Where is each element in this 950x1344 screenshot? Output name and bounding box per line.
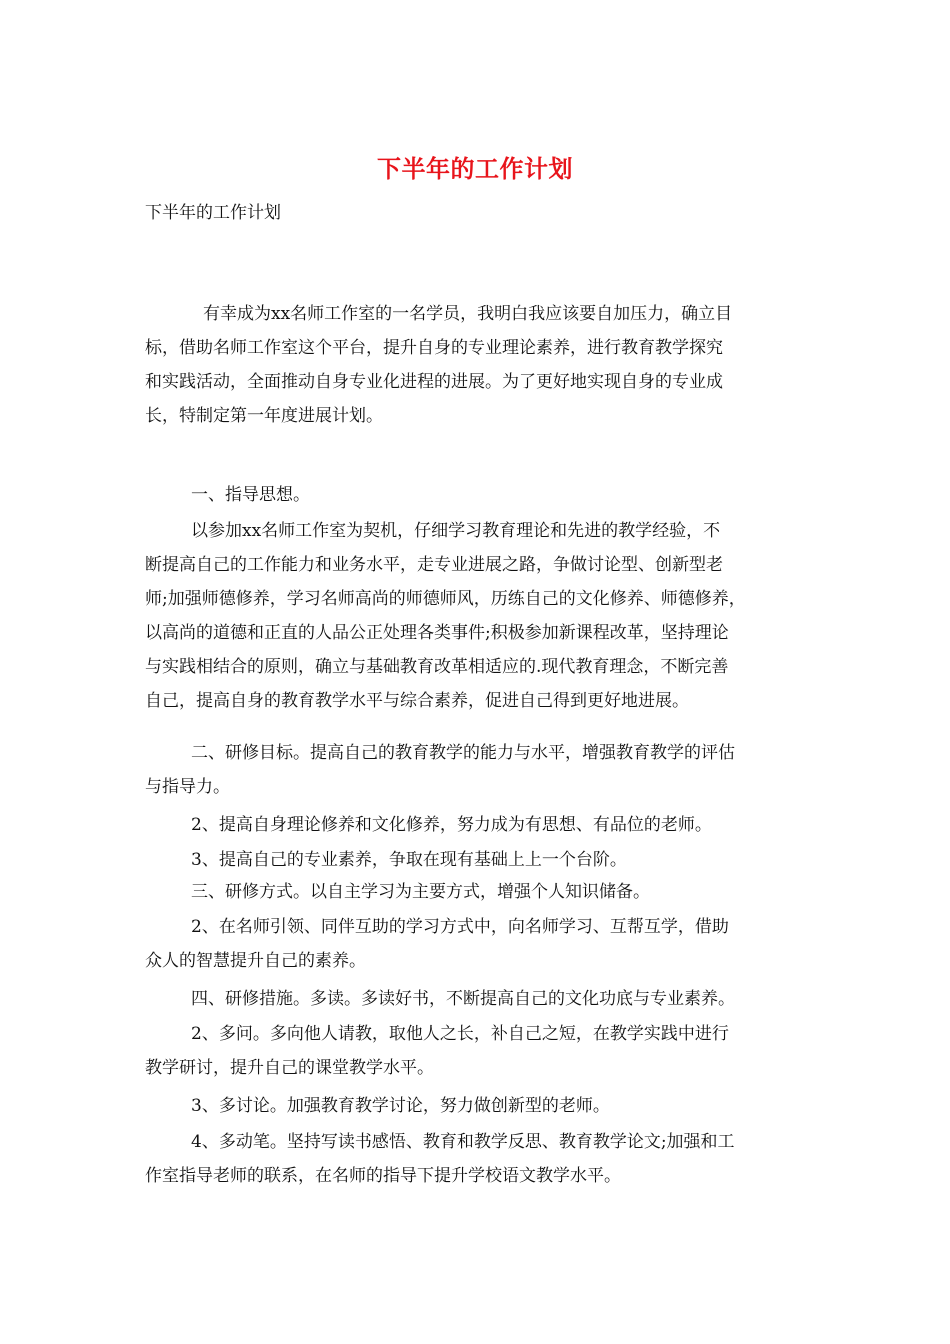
text-line-content: 一、指导思想。 [191,485,310,505]
text-line: 与指导力。 [145,777,230,797]
text-line: 教学研讨，提升自己的课堂教学水平。 [145,1058,434,1078]
section-body-guiding-ideas [145,514,810,718]
text-line: 标，借助名师工作室这个平台，提升自身的专业理论素养，进行教育教学探究 [145,338,723,358]
text-line: 作室指导老师的联系，在名师的指导下提升学校语文教学水平。 [145,1166,621,1186]
text-line-content: 四、研修措施。多读。多读好书，不断提高自己的文化功底与专业素养。 [191,989,735,1009]
goal-item-2 [145,808,810,842]
method-item-2 [145,910,810,978]
text-line: 自己，提高自身的教育教学水平与综合素养，促进自己得到更好地进展。 [145,691,689,711]
text-line [145,808,810,842]
section-goals [145,736,810,804]
text-line: 以高尚的道德和正直的人品公正处理各类事件;积极参加新课程改革，坚持理论 [145,623,729,643]
text-line [145,843,810,877]
text-line: 断提高自己的工作能力和业务水平，走专业进展之路，争做讨论型、创新型老 [145,555,723,575]
text-line-content: 三、研修方式。以自主学习为主要方式，增强个人知识储备。 [191,882,650,902]
text-line-content: 二、研修目标。提高自己的教育教学的能力与水平，增强教育教学的评估 [191,743,735,763]
document-title: 下半年的工作计划 [377,154,573,183]
text-line-content: 3、多讨论。加强教育教学讨论，努力做创新型的老师。 [191,1096,610,1116]
intro-paragraph [145,297,810,433]
text-line: 长，特制定第一年度进展计划。 [145,406,383,426]
text-line [145,736,810,770]
text-line [145,1017,810,1051]
text-line [145,297,810,331]
text-line: 众人的智慧提升自己的素养。 [145,951,366,971]
measure-item-2 [145,1017,810,1085]
document-subtitle: 下半年的工作计划 [145,203,281,223]
measure-item-3 [145,1089,810,1123]
text-line-content: 2、提高自身理论修养和文化修养，努力成为有思想、有品位的老师。 [191,815,712,835]
text-line-content: 4、多动笔。坚持写读书感悟、教育和教学反思、教育教学论文;加强和工 [191,1132,735,1152]
text-line: 和实践活动，全面推动自身专业化进程的进展。为了更好地实现自身的专业成 [145,372,723,392]
text-line-content: 以参加xx名师工作室为契机，仔细学习教育理论和先进的教学经验，不 [191,521,721,541]
section-measures [145,982,810,1016]
text-line [145,1089,810,1123]
text-line-content: 有幸成为xx名师工作室的一名学员，我明白我应该要自加压力，确立目 [203,304,733,324]
text-line [145,982,810,1016]
text-line: 师;加强师德修养，学习名师高尚的师德师风，历练自己的文化修养、师德修养， [145,589,746,609]
goal-item-3 [145,843,810,877]
text-line-content: 3、提高自己的专业素养，争取在现有基础上上一个台阶。 [191,850,627,870]
text-line [145,875,810,909]
measure-item-4 [145,1125,810,1193]
section-methods [145,875,810,909]
text-line [145,478,810,512]
text-line [145,910,810,944]
text-line [145,514,810,548]
text-line-content: 2、多问。多向他人请教，取他人之长，补自己之短，在教学实践中进行 [191,1024,729,1044]
text-line-content: 2、在名师引领、同伴互助的学习方式中，向名师学习、互帮互学，借助 [191,917,729,937]
text-line [145,1125,810,1159]
text-line: 与实践相结合的原则，确立与基础教育改革相适应的.现代教育理念，不断完善 [145,657,729,677]
section-heading-guiding-ideas [145,478,810,512]
